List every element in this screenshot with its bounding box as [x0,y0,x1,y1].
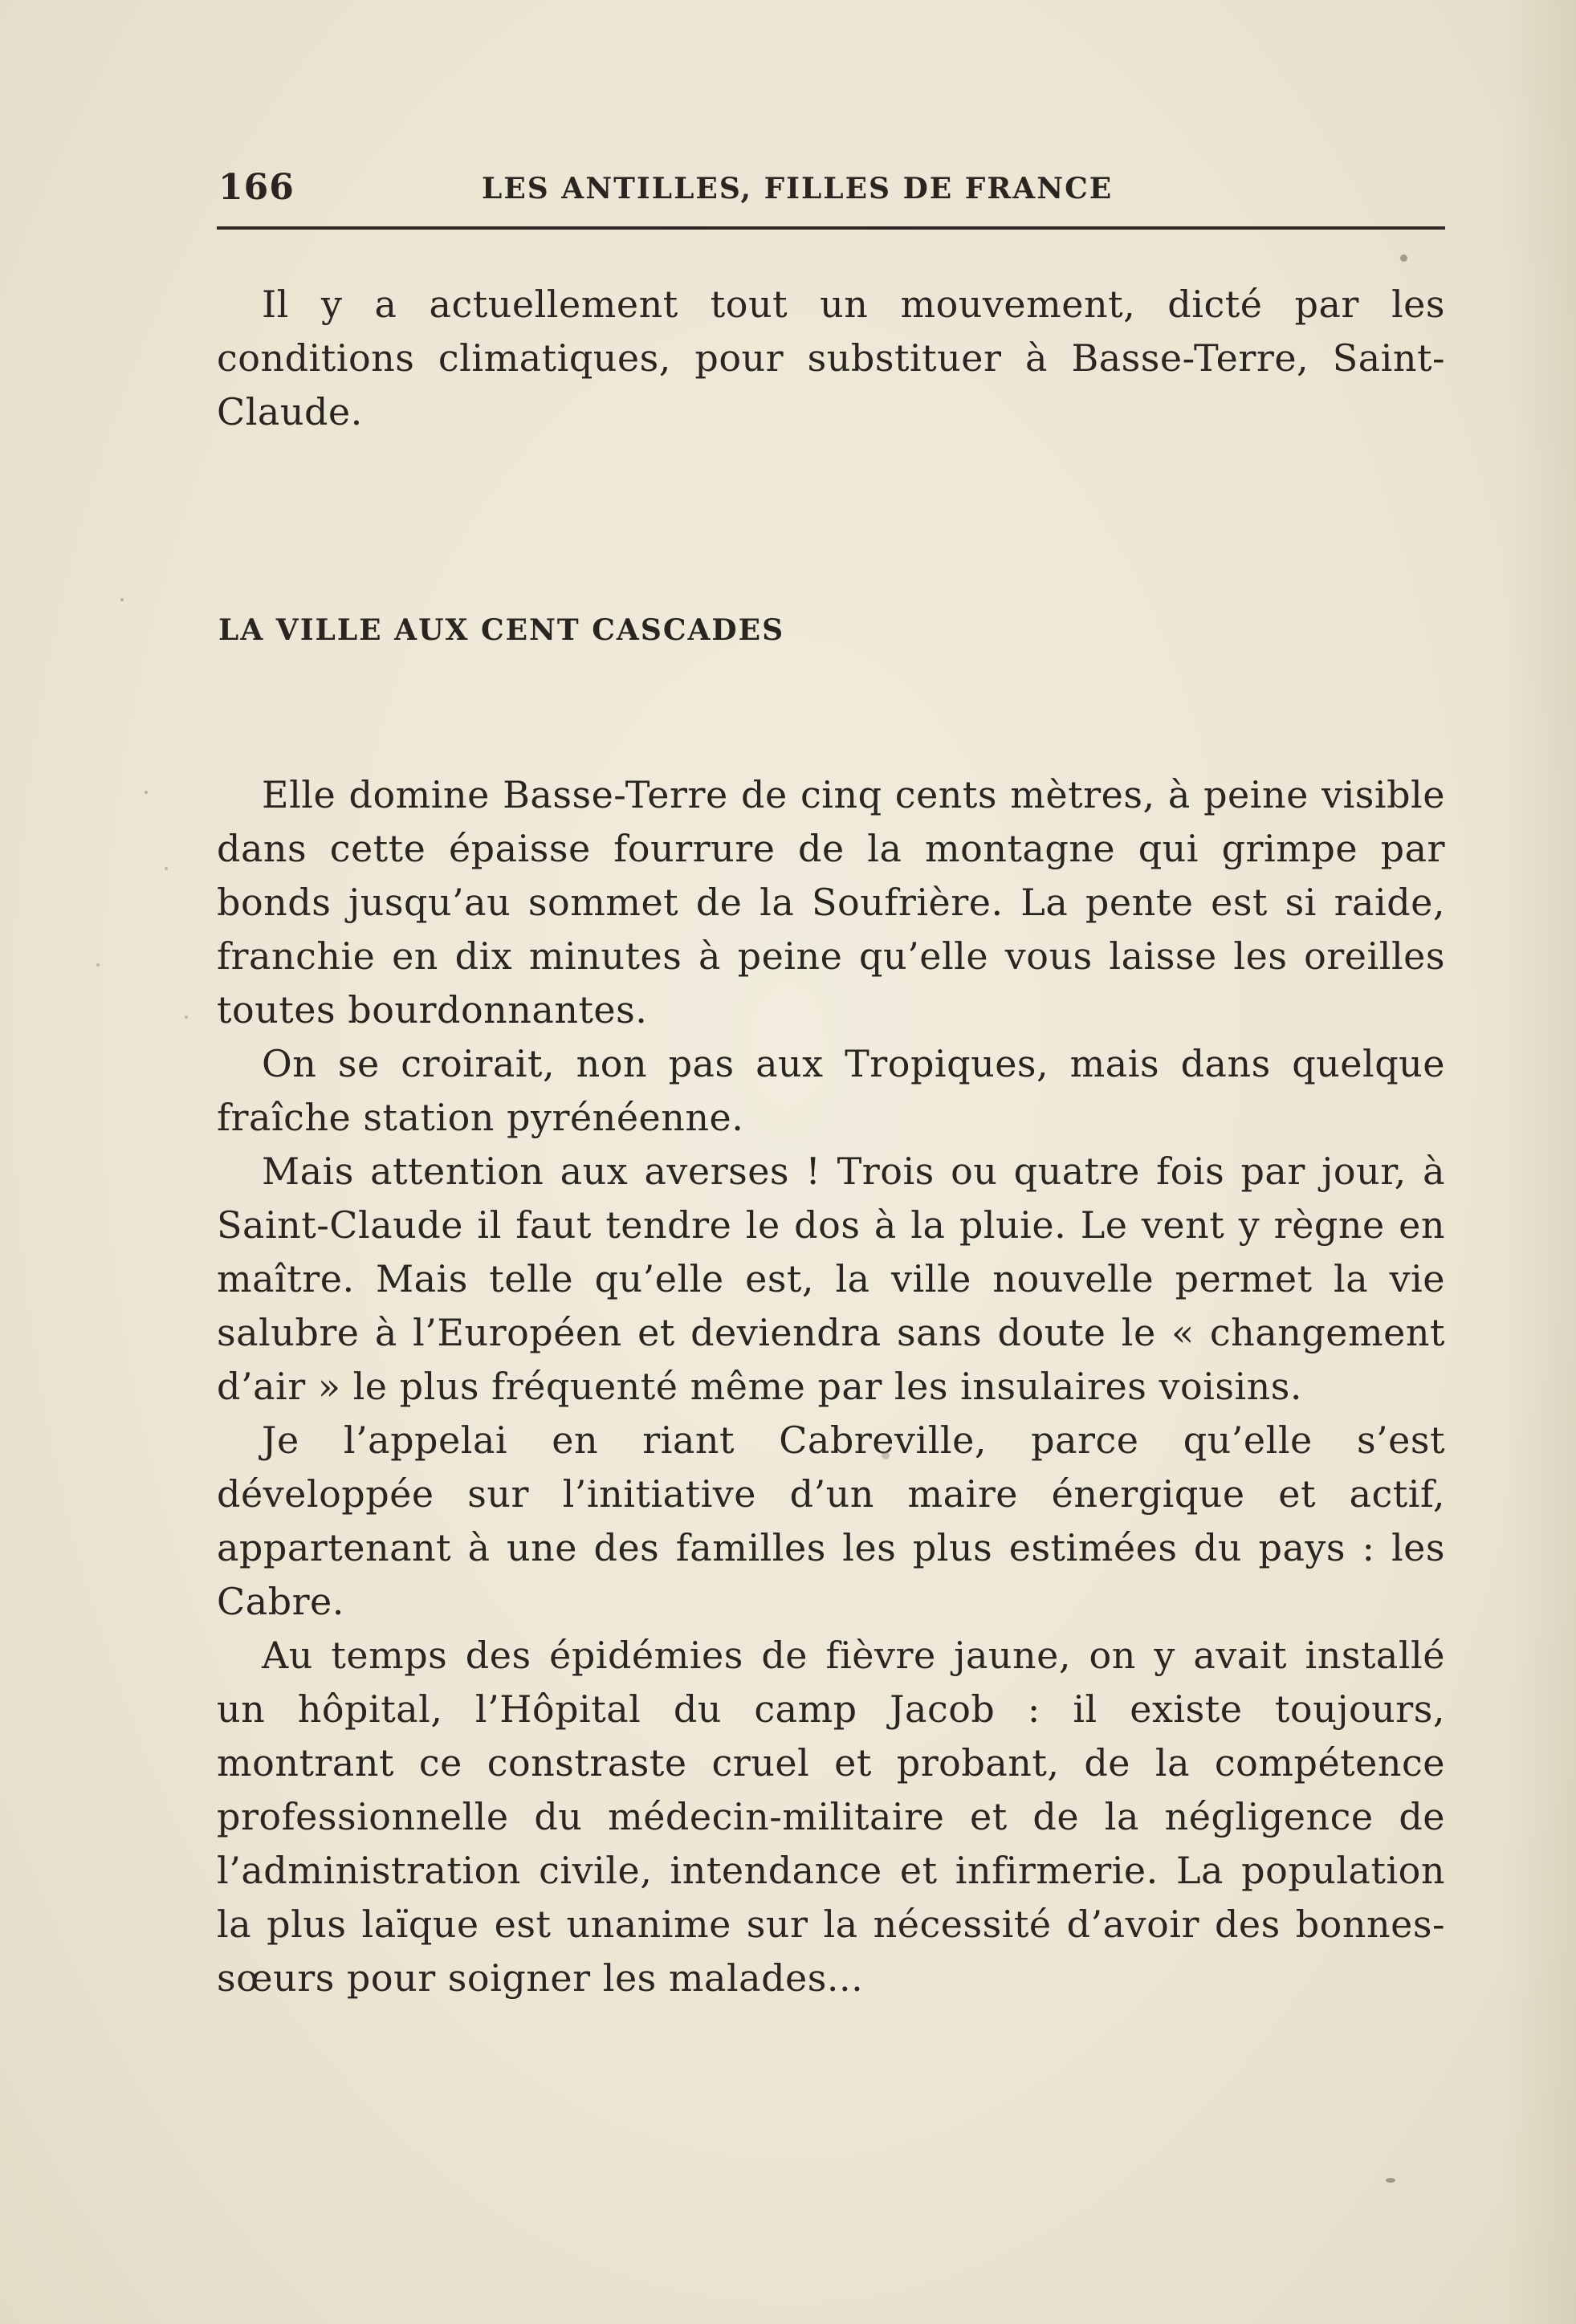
paper-speck [96,963,100,967]
page-gutter-shadow [1504,0,1576,2324]
paper-speck [120,598,124,601]
paper-speck [145,791,148,794]
intro-block [217,278,1445,439]
paper-speck [165,867,168,870]
header-rule [217,226,1445,230]
running-head [217,167,1445,215]
body-text [217,768,1445,2005]
paragraph: Elle domine Basse-Terre de cinq cents mètres, à peine visible dans cette épaisse fourrure de la montagne qui grimpe par bonds jusqu’au sommet de la Soufrière. La pente est si raide, franchie en dix minutes à peine qu’elle vous laisse les oreilles toutes bourdonnantes. [217,773,1445,1032]
paper-speck [1400,254,1407,262]
paper-speck [1386,2178,1395,2183]
paragraph: Je l’appelai en riant Cabreville, parce qu’elle s’est développée sur l’initiative d’un maire énergique et actif, appartenant à une des familles les plus estimées du pays : les Cabre. [217,1418,1445,1623]
paragraph: On se croirait, non pas aux Tropiques, mais dans quelque fraîche station pyrénéenne. [217,1042,1445,1139]
section-title: LA VILLE AUX CENT CASCADES [218,613,785,647]
paragraph: Mais attention aux averses ! Trois ou quatre fois par jour, à Saint-Claude il faut tendre le dos à la pluie. Le vent y règne en maître. Mais telle qu’elle est, la ville nouvelle permet la vie salubre à l’Européen et deviendra sans doute le « changement d’air » le plus fréquenté même par les insulaires voisins. [217,1150,1445,1408]
paper-speck [185,1015,188,1019]
paragraph: Au temps des épidémies de fièvre jaune, on y avait installé un hôpital, l’Hôpital du camp Jacob : il existe toujours, montrant ce constraste cruel et probant, de la compétence professionnelle du médecin-militaire et de la négligence de l’administration civile, intendance et infirmerie. La population la plus laïque est unanime sur la nécessité d’avoir des bonnes-sœurs pour soigner les malades... [217,1634,1445,2000]
page-number: 166 [218,167,295,208]
intro-paragraph: Il y a actuellement tout un mouvement, dicté par les conditions climatiques, pour substituer à Basse-Terre, Saint-Claude. [217,283,1445,433]
paper-speck [882,1451,890,1459]
running-title: LES ANTILLES, FILLES DE FRANCE [482,172,1114,206]
